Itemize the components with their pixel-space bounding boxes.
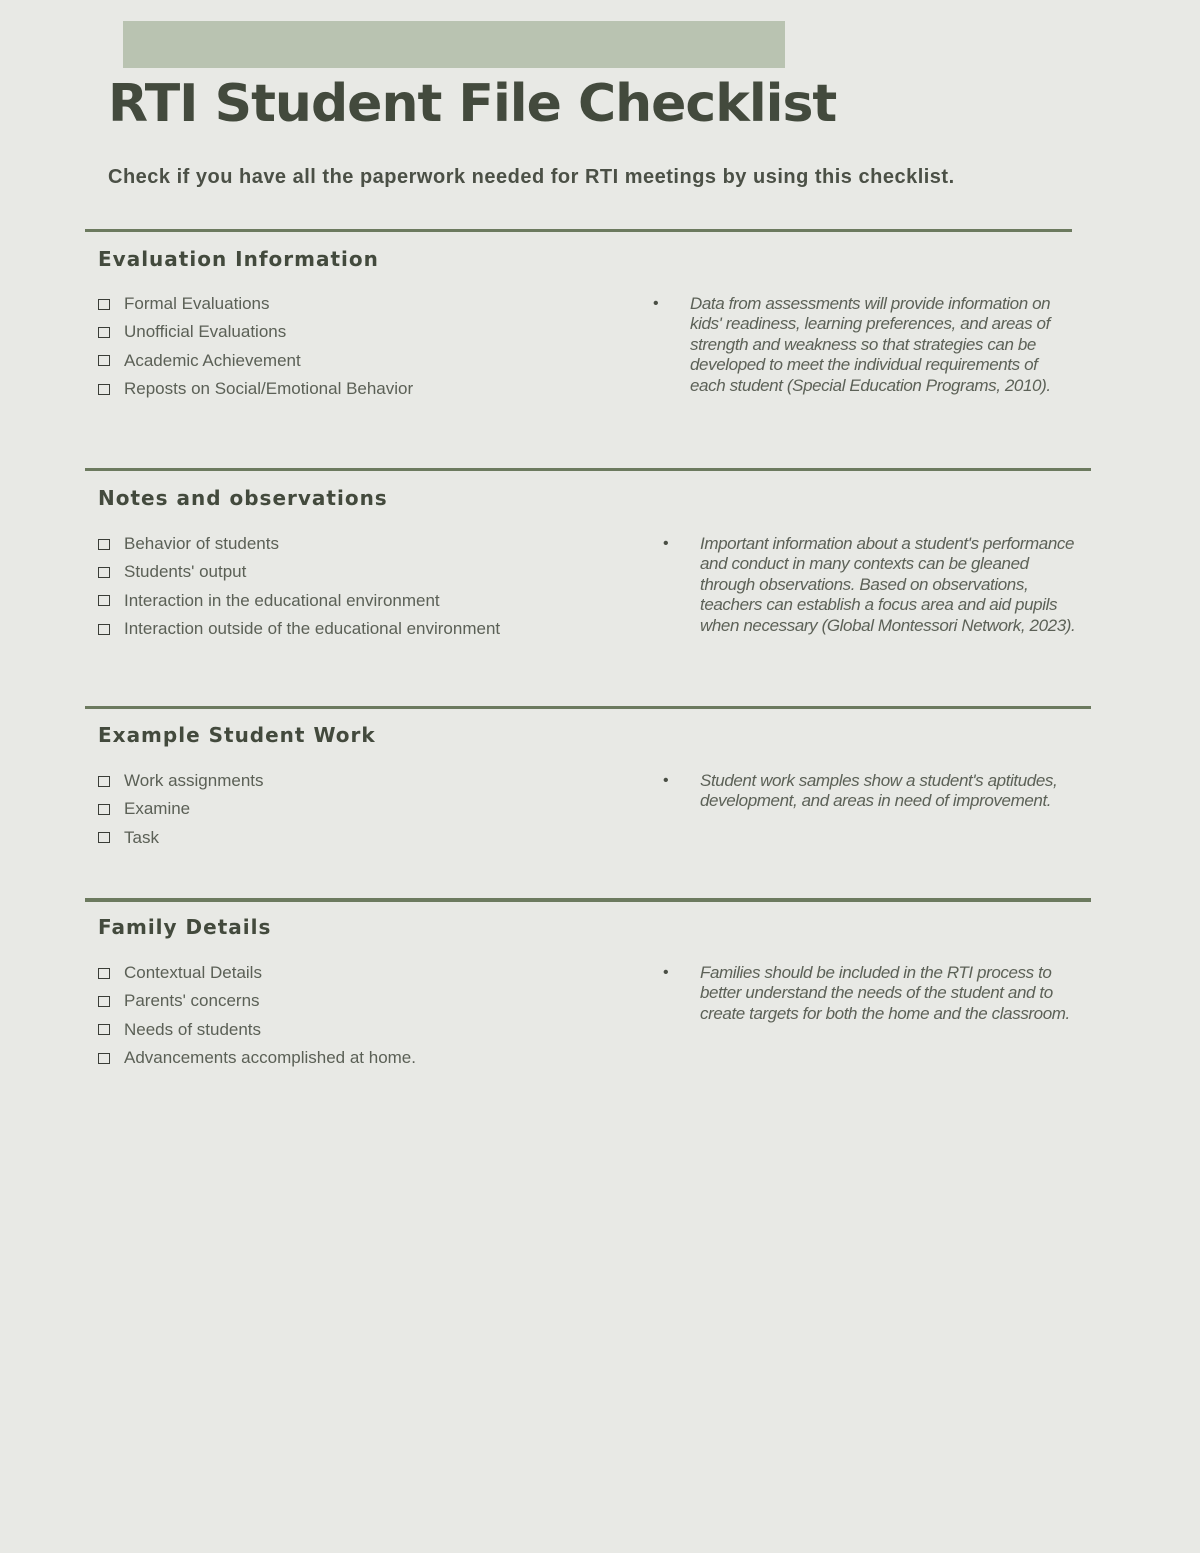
checklist-item-label: Advancements accomplished at home. [124,1048,416,1068]
checklist-item[interactable] [98,347,413,375]
checklist-item[interactable] [98,959,416,987]
bullet-icon: • [653,295,659,312]
section-divider [85,229,1072,232]
section-title-family: Family Details [98,915,272,939]
checkbox[interactable] [98,776,110,787]
section-title-notes: Notes and observations [98,486,388,510]
checklist-item-label: Academic Achievement [124,350,301,370]
bullet-icon: • [663,772,669,789]
checkbox[interactable] [98,996,110,1007]
bullet-icon: • [663,964,669,981]
checklist-item[interactable] [98,558,500,586]
checklist-notes [98,530,500,643]
checkbox[interactable] [98,539,110,550]
page-subtitle: Check if you have all the paperwork needed for RTI meetings by using this checklist. [108,166,955,188]
checkbox[interactable] [98,384,110,395]
section-title-student-work: Example Student Work [98,723,376,747]
checklist-student-work [98,767,264,852]
checklist-item-label: Task [124,827,159,847]
section-note-family: Families should be included in the RTI process to better understand the needs of the student and to create targets for both the home and the classroom. [700,963,1070,1023]
checklist-item-label: Parents' concerns [124,991,260,1011]
bullet-icon: • [663,535,669,552]
checklist-item-label: Interaction in the educational environment [124,590,440,610]
checklist-item-label: Students' output [124,562,247,582]
checklist-item[interactable] [98,795,264,823]
section-divider [85,706,1091,709]
checklist-item[interactable] [98,1044,416,1072]
checklist-item-label: Contextual Details [124,963,262,983]
checkbox[interactable] [98,355,110,366]
checklist-item[interactable] [98,318,413,346]
checklist-item-label: Needs of students [124,1019,262,1039]
section-title-evaluation: Evaluation Information [98,247,379,271]
section-divider [85,898,1091,902]
checklist-item-label: Examine [124,799,191,819]
checkbox[interactable] [98,595,110,606]
section-note-notes: Important information about a student's performance and conduct in many contexts can be gleaned through observations. Based on observations, teachers can establish a focus area and aid pupils when necessary (Global Montessori Network, 2023). [700,534,1076,635]
checklist-item-label: Behavior of students [124,534,279,554]
checkbox[interactable] [98,804,110,815]
checkbox[interactable] [98,1053,110,1064]
checklist-evaluation [98,290,413,403]
checklist-item[interactable] [98,1016,416,1044]
checklist-item-label: Interaction outside of the educational environment [124,619,501,639]
checkbox[interactable] [98,567,110,578]
checkbox[interactable] [98,832,110,843]
checklist-item[interactable] [98,375,413,403]
checklist-item[interactable] [98,290,413,318]
checklist-item[interactable] [98,587,500,615]
header-decor-band [123,21,785,68]
checklist-item[interactable] [98,530,500,558]
checkbox[interactable] [98,1024,110,1035]
checklist-item[interactable] [98,824,264,852]
section-note-student-work: Student work samples show a student's aptitudes, development, and areas in need of improvement. [700,771,1058,811]
checklist-item-label: Formal Evaluations [124,294,270,314]
checklist-item[interactable] [98,615,500,643]
checklist-item-label: Work assignments [124,771,264,791]
checkbox[interactable] [98,299,110,310]
checklist-item-label: Unofficial Evaluations [124,322,287,342]
checkbox[interactable] [98,624,110,635]
checkbox[interactable] [98,968,110,979]
page-title: RTI Student File Checklist [108,74,837,134]
checklist-item[interactable] [98,987,416,1015]
checklist-item-label: Reposts on Social/Emotional Behavior [124,379,414,399]
checklist-family [98,959,416,1072]
checklist-item[interactable] [98,767,264,795]
checkbox[interactable] [98,327,110,338]
section-divider [85,468,1091,471]
section-note-evaluation: Data from assessments will provide information on kids' readiness, learning preferences, and areas of strength and weakness so that strategies can be developed to meet the individual requirements of each student (Special Education Programs, 2010). [690,294,1051,395]
